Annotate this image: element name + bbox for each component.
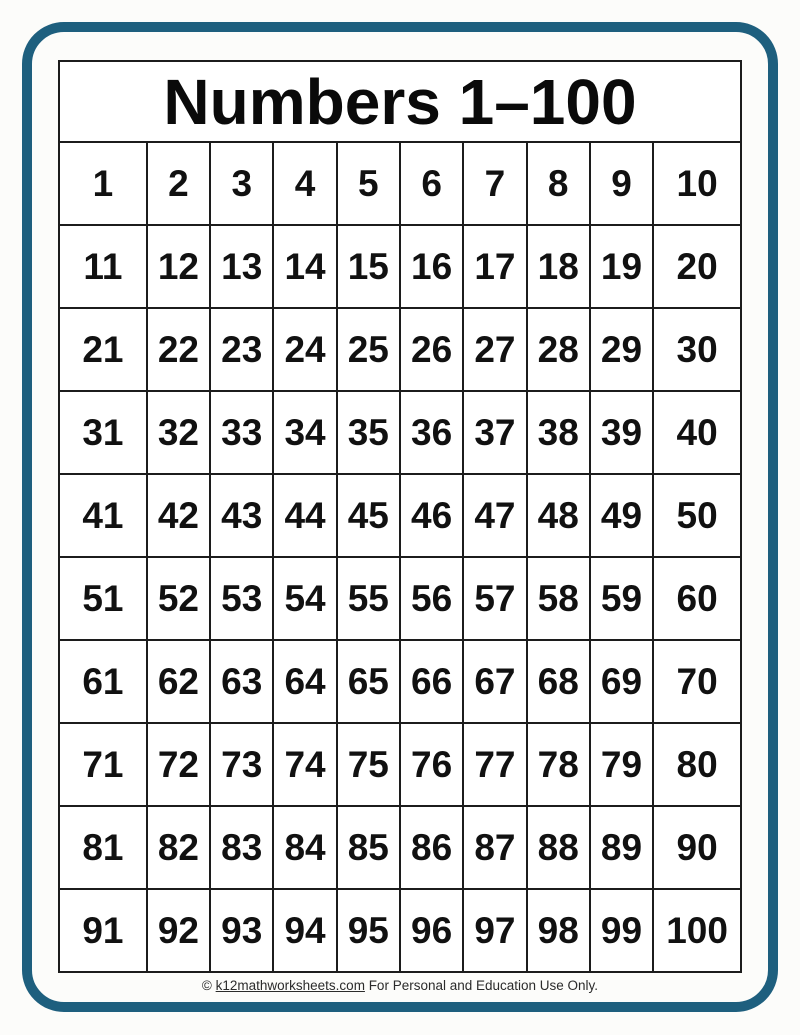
- number-cell: 96: [400, 889, 463, 972]
- number-cell: 17: [463, 225, 526, 308]
- number-cell: 62: [147, 640, 210, 723]
- number-cell: 46: [400, 474, 463, 557]
- number-cell: 8: [527, 142, 590, 225]
- number-cell: 54: [273, 557, 336, 640]
- number-cell: 99: [590, 889, 653, 972]
- grid-row: [59, 225, 741, 308]
- number-cell: 66: [400, 640, 463, 723]
- number-cell: 91: [59, 889, 147, 972]
- number-cell: 81: [59, 806, 147, 889]
- number-cell: 27: [463, 308, 526, 391]
- worksheet-title: Numbers 1–100: [59, 61, 741, 142]
- number-cell: 90: [653, 806, 741, 889]
- number-cell: 14: [273, 225, 336, 308]
- number-cell: 6: [400, 142, 463, 225]
- number-cell: 60: [653, 557, 741, 640]
- number-cell: 97: [463, 889, 526, 972]
- number-cell: 30: [653, 308, 741, 391]
- number-cell: 3: [210, 142, 273, 225]
- number-cell: 56: [400, 557, 463, 640]
- number-cell: 44: [273, 474, 336, 557]
- number-cell: 75: [337, 723, 400, 806]
- number-cell: 23: [210, 308, 273, 391]
- number-cell: 1: [59, 142, 147, 225]
- number-cell: 20: [653, 225, 741, 308]
- number-cell: 41: [59, 474, 147, 557]
- number-cell: 4: [273, 142, 336, 225]
- grid-row: [59, 308, 741, 391]
- number-cell: 48: [527, 474, 590, 557]
- number-cell: 18: [527, 225, 590, 308]
- number-cell: 35: [337, 391, 400, 474]
- number-cell: 32: [147, 391, 210, 474]
- number-cell: 29: [590, 308, 653, 391]
- number-cell: 12: [147, 225, 210, 308]
- number-cell: 42: [147, 474, 210, 557]
- number-cell: 100: [653, 889, 741, 972]
- number-cell: 7: [463, 142, 526, 225]
- number-cell: 82: [147, 806, 210, 889]
- number-cell: 89: [590, 806, 653, 889]
- grid-row: [59, 474, 741, 557]
- number-cell: 43: [210, 474, 273, 557]
- grid-row: [59, 806, 741, 889]
- footer-link[interactable]: k12mathworksheets.com: [215, 978, 365, 993]
- number-cell: 47: [463, 474, 526, 557]
- number-cell: 31: [59, 391, 147, 474]
- number-cell: 15: [337, 225, 400, 308]
- number-cell: 45: [337, 474, 400, 557]
- number-cell: 33: [210, 391, 273, 474]
- number-cell: 38: [527, 391, 590, 474]
- number-cell: 50: [653, 474, 741, 557]
- number-cell: 51: [59, 557, 147, 640]
- number-cell: 80: [653, 723, 741, 806]
- number-cell: 5: [337, 142, 400, 225]
- number-cell: 25: [337, 308, 400, 391]
- number-cell: 70: [653, 640, 741, 723]
- number-cell: 86: [400, 806, 463, 889]
- number-cell: 95: [337, 889, 400, 972]
- number-cell: 88: [527, 806, 590, 889]
- title-row: [59, 61, 741, 142]
- number-cell: 85: [337, 806, 400, 889]
- number-cell: 22: [147, 308, 210, 391]
- number-cell: 67: [463, 640, 526, 723]
- number-cell: 77: [463, 723, 526, 806]
- number-cell: 72: [147, 723, 210, 806]
- number-cell: 84: [273, 806, 336, 889]
- number-cell: 65: [337, 640, 400, 723]
- number-cell: 52: [147, 557, 210, 640]
- number-cell: 79: [590, 723, 653, 806]
- number-cell: 21: [59, 308, 147, 391]
- number-cell: 10: [653, 142, 741, 225]
- number-cell: 49: [590, 474, 653, 557]
- number-cell: 37: [463, 391, 526, 474]
- number-cell: 68: [527, 640, 590, 723]
- number-cell: 34: [273, 391, 336, 474]
- number-cell: 92: [147, 889, 210, 972]
- number-cell: 71: [59, 723, 147, 806]
- number-cell: 58: [527, 557, 590, 640]
- numbers-grid-body: [59, 142, 741, 972]
- number-cell: 13: [210, 225, 273, 308]
- number-cell: 11: [59, 225, 147, 308]
- grid-row: [59, 723, 741, 806]
- grid-row: [59, 557, 741, 640]
- footer-copyright: ©: [201, 978, 216, 993]
- number-cell: 16: [400, 225, 463, 308]
- number-cell: 26: [400, 308, 463, 391]
- number-cell: 61: [59, 640, 147, 723]
- number-cell: 78: [527, 723, 590, 806]
- number-cell: 28: [527, 308, 590, 391]
- number-cell: 94: [273, 889, 336, 972]
- number-cell: 83: [210, 806, 273, 889]
- number-cell: 40: [653, 391, 741, 474]
- number-cell: 59: [590, 557, 653, 640]
- number-cell: 57: [463, 557, 526, 640]
- number-cell: 76: [400, 723, 463, 806]
- numbers-table: [58, 60, 742, 973]
- number-cell: 39: [590, 391, 653, 474]
- number-cell: 73: [210, 723, 273, 806]
- number-cell: 63: [210, 640, 273, 723]
- number-cell: 87: [463, 806, 526, 889]
- number-cell: 98: [527, 889, 590, 972]
- number-cell: 2: [147, 142, 210, 225]
- grid-row: [59, 391, 741, 474]
- grid-row: [59, 640, 741, 723]
- number-cell: 64: [273, 640, 336, 723]
- number-cell: 24: [273, 308, 336, 391]
- grid-row: [59, 142, 741, 225]
- number-cell: 93: [210, 889, 273, 972]
- grid-row: [59, 889, 741, 972]
- number-cell: 9: [590, 142, 653, 225]
- number-cell: 53: [210, 557, 273, 640]
- number-cell: 69: [590, 640, 653, 723]
- footer: [0, 977, 800, 995]
- footer-text: For Personal and Education Use Only.: [364, 978, 599, 993]
- number-cell: 55: [337, 557, 400, 640]
- number-cell: 74: [273, 723, 336, 806]
- number-cell: 19: [590, 225, 653, 308]
- number-cell: 36: [400, 391, 463, 474]
